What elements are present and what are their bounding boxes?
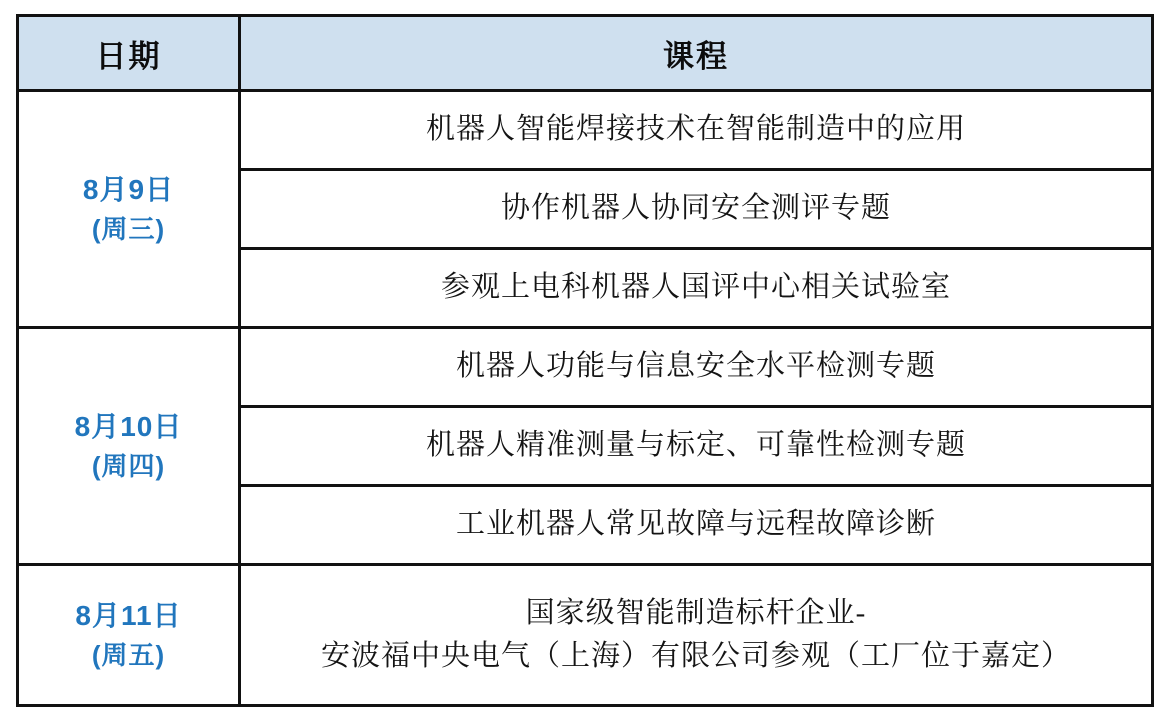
date-label: 8月9日 (82, 173, 175, 205)
weekday-label: (周五) (91, 640, 166, 671)
course-line-2: 安波福中央电气（上海）有限公司参观（工厂位于嘉定） (320, 640, 1071, 672)
course-cell: 参观上电科机器人国评中心相关试验室 (240, 249, 1153, 328)
course-cell: 机器人精准测量与标定、可靠性检测专题 (240, 407, 1153, 486)
schedule-table (16, 14, 1154, 707)
table-row (18, 328, 1153, 407)
table-body (18, 91, 1153, 706)
table-row (18, 91, 1153, 170)
column-header-date: 日期 (18, 16, 240, 91)
course-cell: 机器人功能与信息安全水平检测专题 (240, 328, 1153, 407)
date-cell-group-2 (18, 328, 240, 565)
course-cell (240, 565, 1153, 706)
date-label: 8月10日 (74, 410, 183, 442)
table-row (18, 565, 1153, 706)
course-cell: 协作机器人协同安全测评专题 (240, 170, 1153, 249)
weekday-label: (周三) (91, 214, 166, 245)
date-cell-group-1 (18, 91, 240, 328)
table-header-row (18, 16, 1153, 91)
course-cell: 工业机器人常见故障与远程故障诊断 (240, 486, 1153, 565)
table-header (18, 16, 1153, 91)
column-header-course: 课程 (240, 16, 1153, 91)
weekday-label: (周四) (91, 451, 166, 482)
date-label: 8月11日 (75, 599, 182, 631)
course-cell: 机器人智能焊接技术在智能制造中的应用 (240, 91, 1153, 170)
date-cell-group-3 (18, 565, 240, 706)
course-line-1: 国家级智能制造标杆企业- (525, 596, 867, 629)
